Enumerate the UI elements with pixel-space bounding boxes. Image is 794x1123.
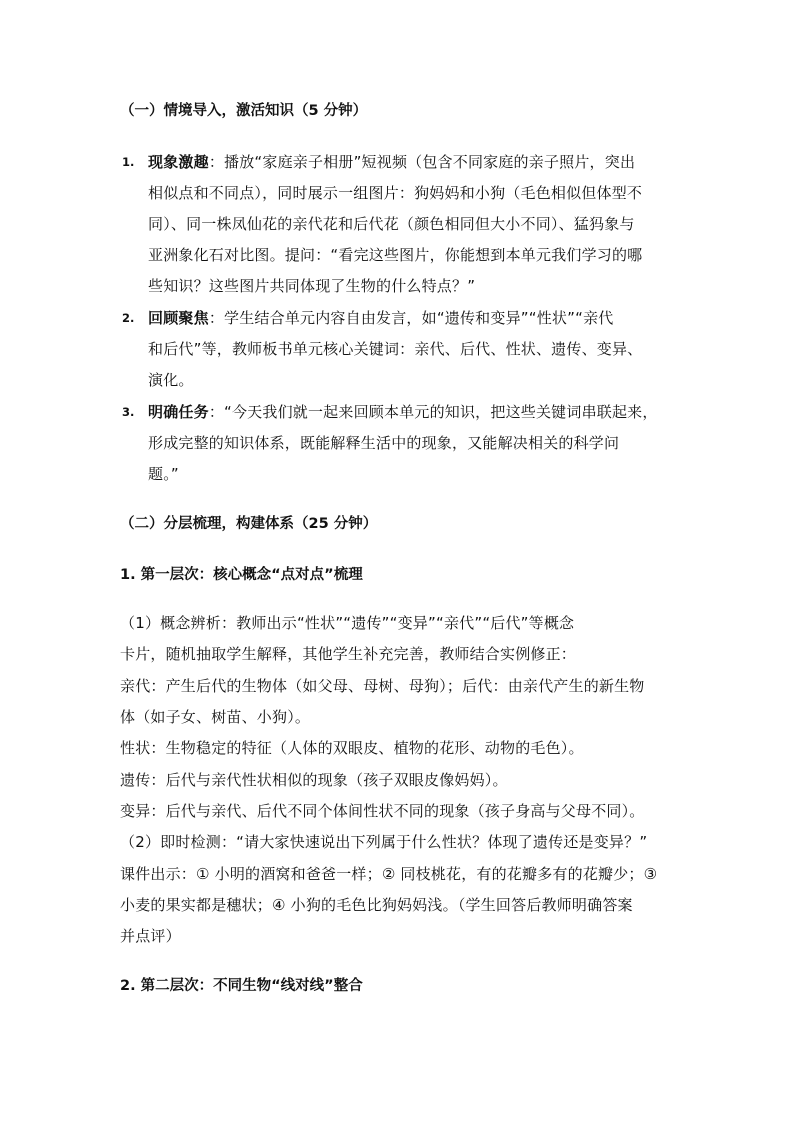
paragraph-line-2: 卡片，随机抽取学生解释，其他学生补充完善，教师结合实例修正： [120, 645, 577, 663]
paragraph-line-8: （2）即时检测：“请大家快速说出下列属于什么性状？体现了遗传还是变异？” [120, 833, 648, 851]
paragraph-line-3: 亲代：产生后代的生物体（如父母、母树、母狗）；后代：由亲代产生的新生物 [120, 677, 645, 695]
paragraph-line-9: 课件出示：① 小明的酒窝和爸爸一样；② 同枝桃花，有的花瓣多有的花瓣少；③ [120, 865, 658, 883]
list-item-3-line-3: 题。” [148, 465, 179, 483]
paragraph-line-6: 遗传：后代与亲代性状相似的现象（孩子双眼皮像妈妈）。 [120, 771, 508, 789]
list-item-3-line-2: 形成完整的知识体系，既能解释生活中的现象，又能解决相关的科学问 [148, 434, 620, 452]
section-heading-2: （二）分层梳理，构建体系（25 分钟） [120, 516, 378, 532]
paragraph-line-4: 体（如子女、树苗、小狗）。 [120, 708, 311, 726]
list-item-2-lead: 回顾聚焦 [148, 309, 209, 327]
sub-heading-1: 1. 第一层次：核心概念“点对点”梳理 [120, 567, 363, 583]
paragraph-line-11: 并点评） [120, 927, 181, 945]
list-number-2: 2. [122, 311, 135, 325]
list-item-1-line-5: 些知识？这些图片共同体现了生物的什么特点？” [148, 277, 476, 295]
list-item-1-line-4: 亚洲象化石对比图。提问：“看完这些图片，你能想到本单元我们学习的哪 [148, 246, 643, 264]
list-item-1-line-1: 现象激趣：播放“家庭亲子相册”短视频（包含不同家庭的亲子照片，突出 [148, 153, 636, 171]
paragraph-line-1: （1）概念辨析：教师出示“性状”“遗传”“变异”“亲代”“后代”等概念 [120, 614, 575, 632]
list-number-3: 3. [122, 405, 135, 419]
list-item-2-line-1: 回顾聚焦：学生结合单元内容自由发言，如“遗传和变异”“性状”“亲代 [148, 309, 614, 327]
sub-heading-2: 2. 第二层次：不同生物“线对线”整合 [120, 978, 363, 994]
list-item-1-line-3: 同）、同一株凤仙花的亲代花和后代花（颜色相同但大小不同）、猛犸象与 [148, 215, 635, 233]
paragraph-line-7: 变异：后代与亲代、后代不同个体间性状不同的现象（孩子身高与父母不同）。 [120, 802, 645, 820]
list-item-1-lead: 现象激趣 [148, 153, 209, 171]
list-item-3-lead: 明确任务 [148, 403, 209, 421]
paragraph-line-5: 性状：生物稳定的特征（人体的双眼皮、植物的花形、动物的毛色）。 [120, 739, 584, 757]
list-item-1-line-2: 相似点和不同点），同时展示一组图片：狗妈妈和小狗（毛色相似但体型不 [148, 184, 643, 202]
list-number-1: 1. [122, 155, 135, 169]
paragraph-line-10: 小麦的果实都是穗状；④ 小狗的毛色比狗妈妈浅。（学生回答后教师明确答案 [120, 896, 633, 914]
section-heading-1: （一）情境导入，激活知识（5 分钟） [120, 103, 368, 119]
list-item-3-line-1: 明确任务：“今天我们就一起来回顾本单元的知识，把这些关键词串联起来， [148, 403, 658, 421]
list-item-2-line-3: 演化。 [148, 371, 194, 389]
list-item-2-line-2: 和后代”等，教师板书单元核心关键词：亲代、后代、性状、遗传、变异、 [148, 340, 643, 358]
